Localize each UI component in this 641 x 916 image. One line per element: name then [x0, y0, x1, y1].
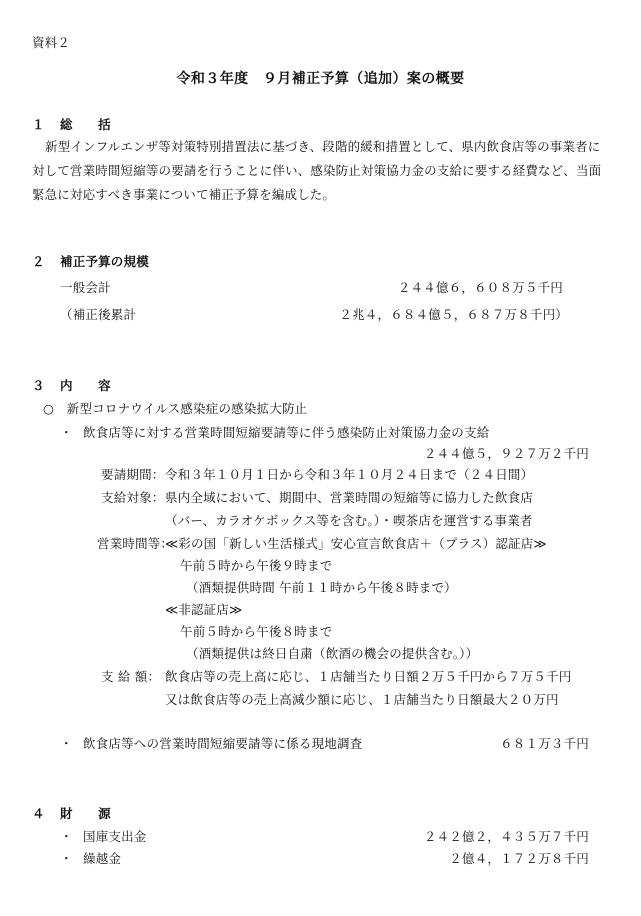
page-title: 令和３年度 ９月補正予算（追加）案の概要 — [176, 71, 465, 87]
period-label: 要請期間： — [101, 467, 165, 482]
noncertified-store-heading: ≪非認証店≫ — [165, 602, 243, 617]
section1-number: １ — [32, 117, 45, 132]
funding-amount: ２４２億２，４３５万７千円 — [423, 829, 589, 844]
general-account-amount: ２４４億６，６０８万５千円 — [397, 280, 563, 295]
section2-heading: 補正予算の規模 — [60, 254, 149, 269]
hours-label: 営業時間等： — [97, 536, 174, 551]
payment-amount-line1: 飲食店等の売上高に応じ、１店舗当たり日額２万５千円から７万５千円 — [165, 669, 572, 684]
funding-label: 繰越金 — [83, 851, 122, 866]
noncertified-store-hours: 午前５時から午後８時まで — [180, 624, 333, 639]
payment-amount-label: 支 給 額： — [101, 669, 161, 684]
cumulative-label: （補正後累計 — [60, 307, 137, 322]
target-label: 支給対象： — [101, 490, 165, 505]
cumulative-amount: ２兆４，６８４億５，６８７万８千円） — [339, 307, 568, 322]
section3-number: ３ — [32, 378, 45, 393]
target-line1: 県内全域において、期間中、営業時間の短縮等に協力した飲食店 — [165, 490, 534, 505]
item1-bullet: ・ — [60, 425, 73, 440]
section1-heading: 総 括 — [60, 117, 111, 132]
item2-amount: ６８１万３千円 — [500, 736, 589, 751]
section4-heading: 財 源 — [60, 806, 111, 821]
item2-bullet: ・ — [60, 736, 73, 751]
certified-store-hours: 午前５時から午後９時まで — [180, 558, 333, 573]
item1-label: 飲食店等に対する営業時間短縮要請等に伴う感染防止対策協力金の支給 — [83, 425, 490, 440]
section3-heading: 内 容 — [60, 378, 111, 393]
program-title: ○ 新型コロナウイルス感染症の感染拡大防止 — [43, 401, 308, 416]
item1-amount: ２４４億５，９２７万２千円 — [423, 446, 589, 461]
item2-label: 飲食店等への営業時間短縮要請等に係る現地調査 — [83, 736, 363, 751]
funding-label: 国庫支出金 — [83, 829, 147, 844]
certified-store-alcohol-hours: （酒類提供時間 午前１１時から午後８時まで） — [186, 580, 457, 595]
general-account-label: 一般会計 — [60, 280, 111, 295]
period-text: 令和３年１０月１日から令和３年１０月２４日まで（２４日間） — [165, 467, 534, 482]
section1-summary-text: 新型インフルエンザ等対策特別措置法に基づき、段階的緩和措置として、県内飲食店等の事業者に対して営業時間短縮等の要請を行うことに伴い、感染防止対策協力金の支給に要する経費など、当面緊急に対応すべき事業について補正予算を編成した。 — [32, 139, 602, 202]
noncertified-store-alcohol: （酒類提供は終日自粛（飲酒の機会の提供含む。）） — [186, 646, 479, 661]
document-label: 資料２ — [32, 35, 71, 50]
payment-amount-line2: 又は飲食店等の売上高減少額に応じ、１店舗当たり日額最大２０万円 — [165, 692, 559, 707]
funding-amount: ２億４，１７２万８千円 — [449, 851, 589, 866]
target-line2: （バー、カラオケボックス等を含む。）・喫茶店を運営する事業者 — [165, 513, 533, 528]
section2-number: ２ — [32, 254, 45, 269]
certified-store-heading: ≪彩の国「新しい生活様式」安心宣言飲食店＋（プラス）認証店≫ — [165, 536, 547, 551]
funding-bullet: ・ — [60, 851, 73, 866]
section4-number: ４ — [32, 806, 45, 821]
funding-bullet: ・ — [60, 829, 73, 844]
